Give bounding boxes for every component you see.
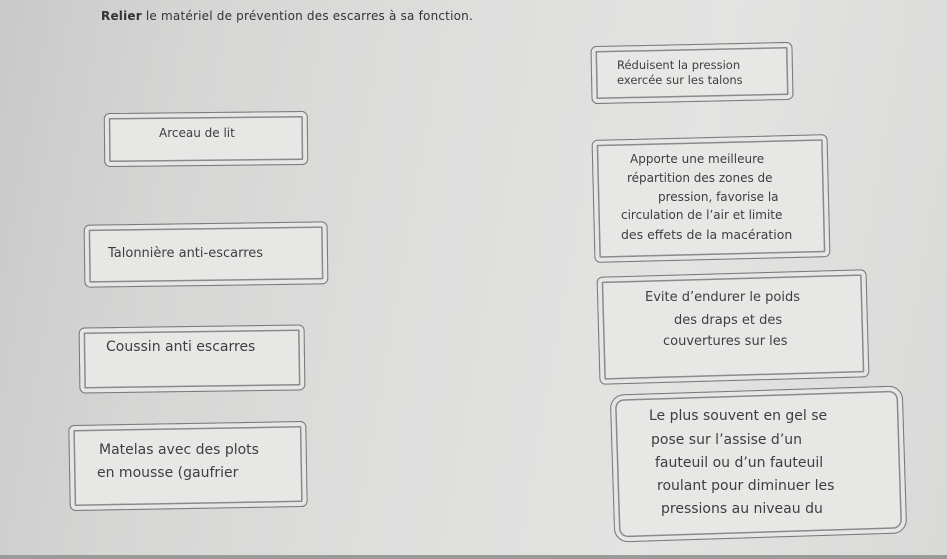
function-text-repartition-line5: des effets de la macération bbox=[621, 227, 793, 242]
function-text-gel-line5: pressions au niveau du bbox=[661, 501, 823, 517]
function-text-gel-line1: Le plus souvent en gel se bbox=[649, 408, 828, 424]
function-text-gel-line2: pose sur l’assise d’un bbox=[651, 432, 803, 448]
instruction-text: le matériel de prévention des escarres à sa fonction. bbox=[141, 9, 473, 23]
instruction-verb: Relier bbox=[101, 9, 142, 23]
function-text-repartition-line3: pression, favorise la bbox=[658, 190, 779, 204]
item-label-arceau: Arceau de lit bbox=[159, 126, 235, 140]
page-bottom-edge bbox=[0, 555, 947, 559]
function-text-poids-draps-line3: couvertures sur les bbox=[663, 334, 788, 349]
item-label-coussin: Coussin anti escarres bbox=[106, 339, 256, 355]
function-text-gel-line4: roulant pour diminuer les bbox=[657, 478, 835, 494]
function-text-repartition-line1: Apporte une meilleure bbox=[630, 152, 765, 166]
function-text-repartition-line2: répartition des zones de bbox=[627, 171, 773, 185]
function-text-repartition-line4: circulation de l’air et limite bbox=[621, 208, 783, 222]
function-text-poids-draps-line1: Evite d’endurer le poids bbox=[645, 290, 800, 305]
function-text-poids-draps-line2: des draps et des bbox=[674, 313, 783, 328]
item-label-matelas-line1: Matelas avec des plots bbox=[99, 442, 259, 458]
function-text-talons-line2: exercée sur les talons bbox=[617, 73, 743, 87]
item-label-talonniere: Talonnière anti-escarres bbox=[108, 246, 264, 261]
function-text-gel-line3: fauteuil ou d’un fauteuil bbox=[655, 455, 824, 471]
instruction-title bbox=[101, 9, 473, 23]
function-text-talons-line1: Réduisent la pression bbox=[617, 58, 741, 72]
item-label-matelas-line2: en mousse (gaufrier bbox=[97, 465, 239, 481]
item-box-coussin[interactable] bbox=[79, 324, 306, 393]
